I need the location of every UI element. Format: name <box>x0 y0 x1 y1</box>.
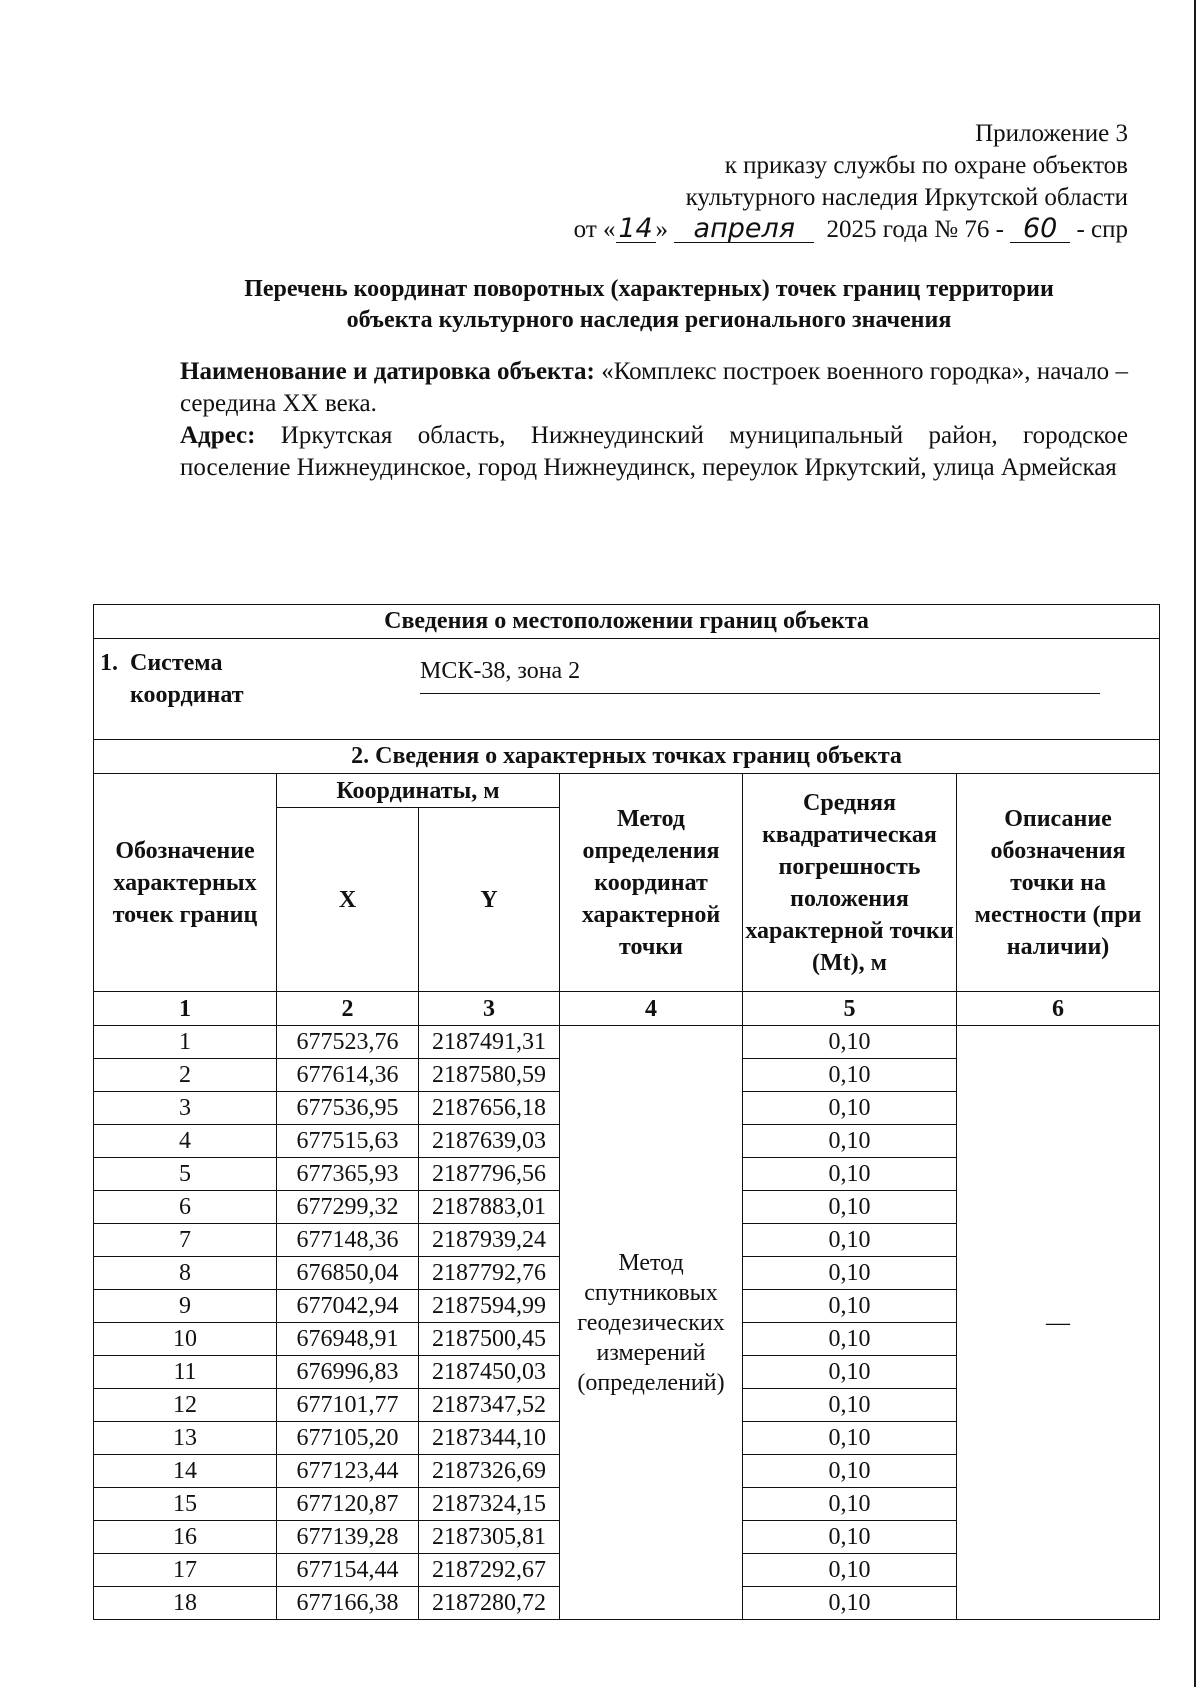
col-number: 5 <box>743 992 957 1026</box>
accuracy-value: 0,10 <box>743 1257 957 1290</box>
order-year: 2025 года № 76 - <box>826 216 1004 243</box>
coord-y: 2187580,59 <box>419 1059 560 1092</box>
coordinates-table <box>93 604 1160 1620</box>
coord-x: 677139,28 <box>277 1521 419 1554</box>
col-number: 4 <box>560 992 743 1026</box>
point-number: 2 <box>94 1059 277 1092</box>
order-quote-close: » <box>655 216 669 243</box>
coord-x: 676996,83 <box>277 1356 419 1389</box>
coordinate-system-value: МСК-38, зона 2 <box>420 655 1100 694</box>
header-description: Описание обозначения точки на местности (при наличии) <box>957 774 1160 992</box>
col-number: 6 <box>957 992 1160 1026</box>
point-number: 5 <box>94 1158 277 1191</box>
point-number: 8 <box>94 1257 277 1290</box>
coord-y: 2187639,03 <box>419 1125 560 1158</box>
coord-y: 2187450,03 <box>419 1356 560 1389</box>
coord-x: 677123,44 <box>277 1455 419 1488</box>
title-line-2: объекта культурного наследия регионального значения <box>346 307 952 333</box>
accuracy-value: 0,10 <box>743 1521 957 1554</box>
coord-y: 2187792,76 <box>419 1257 560 1290</box>
page-edge <box>1194 0 1196 1687</box>
accuracy-value: 0,10 <box>743 1455 957 1488</box>
accuracy-value: 0,10 <box>743 1488 957 1521</box>
accuracy-value: 0,10 <box>743 1389 957 1422</box>
point-number: 4 <box>94 1125 277 1158</box>
point-number: 15 <box>94 1488 277 1521</box>
accuracy-value: 0,10 <box>743 1554 957 1587</box>
accuracy-value: 0,10 <box>743 1158 957 1191</box>
object-address-value: Иркутская область, Нижнеудинский муниципальный район, городское поселение Нижнеудинское, город Нижнеудинск, переулок Иркутский, улица Армейская <box>180 422 1128 481</box>
header-x: X <box>277 808 419 992</box>
accuracy-value: 0,10 <box>743 1422 957 1455</box>
point-number: 18 <box>94 1587 277 1620</box>
coord-x: 677105,20 <box>277 1422 419 1455</box>
header-y: Y <box>419 808 560 992</box>
coordinate-system-cell <box>94 639 1160 740</box>
order-month: апреля <box>674 216 814 243</box>
coord-x: 676850,04 <box>277 1257 419 1290</box>
accuracy-value: 0,10 <box>743 1356 957 1389</box>
accuracy-value: 0,10 <box>743 1059 957 1092</box>
coord-x: 677042,94 <box>277 1290 419 1323</box>
accuracy-value: 0,10 <box>743 1092 957 1125</box>
accuracy-value: 0,10 <box>743 1125 957 1158</box>
order-prefix: от « <box>573 216 616 243</box>
point-number: 10 <box>94 1323 277 1356</box>
point-number: 1 <box>94 1026 277 1059</box>
point-number: 12 <box>94 1389 277 1422</box>
accuracy-value: 0,10 <box>743 1026 957 1059</box>
point-number: 11 <box>94 1356 277 1389</box>
coord-y: 2187305,81 <box>419 1521 560 1554</box>
coord-x: 677154,44 <box>277 1554 419 1587</box>
point-number: 6 <box>94 1191 277 1224</box>
point-number: 7 <box>94 1224 277 1257</box>
coord-y: 2187280,72 <box>419 1587 560 1620</box>
coord-x: 677365,93 <box>277 1158 419 1191</box>
coordinate-system-label: 1. Система координат <box>100 650 244 708</box>
coord-y: 2187326,69 <box>419 1455 560 1488</box>
object-address-label: Адрес: <box>180 422 256 449</box>
coord-y: 2187292,67 <box>419 1554 560 1587</box>
col-number: 2 <box>277 992 419 1026</box>
header-line-1: Приложение 3 <box>975 120 1128 147</box>
object-address-paragraph <box>180 420 1128 484</box>
header-line-2: к приказу службы по охране объектов <box>724 152 1128 179</box>
coord-y: 2187324,15 <box>419 1488 560 1521</box>
coord-x: 677166,38 <box>277 1587 419 1620</box>
coord-x: 677536,95 <box>277 1092 419 1125</box>
coord-y: 2187500,45 <box>419 1323 560 1356</box>
accuracy-value: 0,10 <box>743 1323 957 1356</box>
order-day: 14 <box>616 216 656 243</box>
header-line-3: культурного наследия Иркутской области <box>685 184 1128 211</box>
section-2-title: 2. Сведения о характерных точках границ объекта <box>94 740 1160 774</box>
coord-x: 677515,63 <box>277 1125 419 1158</box>
object-name-value: «Комплекс построек военного городка», начало – середина XX века. <box>180 358 1129 417</box>
accuracy-value: 0,10 <box>743 1587 957 1620</box>
header-order-line <box>574 214 1128 246</box>
object-name-paragraph <box>180 356 1128 420</box>
coord-x: 677614,36 <box>277 1059 419 1092</box>
coord-x: 676948,91 <box>277 1323 419 1356</box>
coord-x: 677148,36 <box>277 1224 419 1257</box>
col-number: 3 <box>419 992 560 1026</box>
point-number: 16 <box>94 1521 277 1554</box>
coord-x: 677523,76 <box>277 1026 419 1059</box>
order-number: 60 <box>1010 216 1070 243</box>
coord-y: 2187796,56 <box>419 1158 560 1191</box>
coord-y: 2187491,31 <box>419 1026 560 1059</box>
col-number: 1 <box>94 992 277 1026</box>
order-suffix: - спр <box>1076 216 1128 243</box>
table-row <box>94 1026 1160 1059</box>
accuracy-value: 0,10 <box>743 1224 957 1257</box>
point-number: 13 <box>94 1422 277 1455</box>
appendix-header <box>574 118 1128 246</box>
header-point: Обозначение характерных точек границ <box>94 774 277 992</box>
point-number: 17 <box>94 1554 277 1587</box>
accuracy-value: 0,10 <box>743 1290 957 1323</box>
coord-x: 677101,77 <box>277 1389 419 1422</box>
coord-y: 2187594,99 <box>419 1290 560 1323</box>
coord-y: 2187939,24 <box>419 1224 560 1257</box>
section-1-title: Сведения о местоположении границ объекта <box>94 605 1160 639</box>
coord-y: 2187656,18 <box>419 1092 560 1125</box>
title-line-1: Перечень координат поворотных (характерных) точек границ территории <box>244 276 1054 302</box>
header-method: Метод определения координат характерной точки <box>560 774 743 992</box>
document-title <box>170 274 1128 336</box>
point-number: 14 <box>94 1455 277 1488</box>
object-name-label: Наименование и датировка объекта: <box>180 358 595 385</box>
coord-x: 677120,87 <box>277 1488 419 1521</box>
description-cell: — <box>957 1026 1160 1620</box>
point-number: 9 <box>94 1290 277 1323</box>
object-info <box>180 356 1128 484</box>
header-coords: Координаты, м <box>277 774 560 808</box>
point-number: 3 <box>94 1092 277 1125</box>
coord-y: 2187883,01 <box>419 1191 560 1224</box>
method-cell: Метод спутниковых геодезических измерений (определений) <box>560 1026 743 1620</box>
coord-x: 677299,32 <box>277 1191 419 1224</box>
coord-y: 2187347,52 <box>419 1389 560 1422</box>
accuracy-value: 0,10 <box>743 1191 957 1224</box>
header-accuracy: Средняя квадратическая погрешность положения характерной точки (Mt), м <box>743 774 957 992</box>
coord-y: 2187344,10 <box>419 1422 560 1455</box>
